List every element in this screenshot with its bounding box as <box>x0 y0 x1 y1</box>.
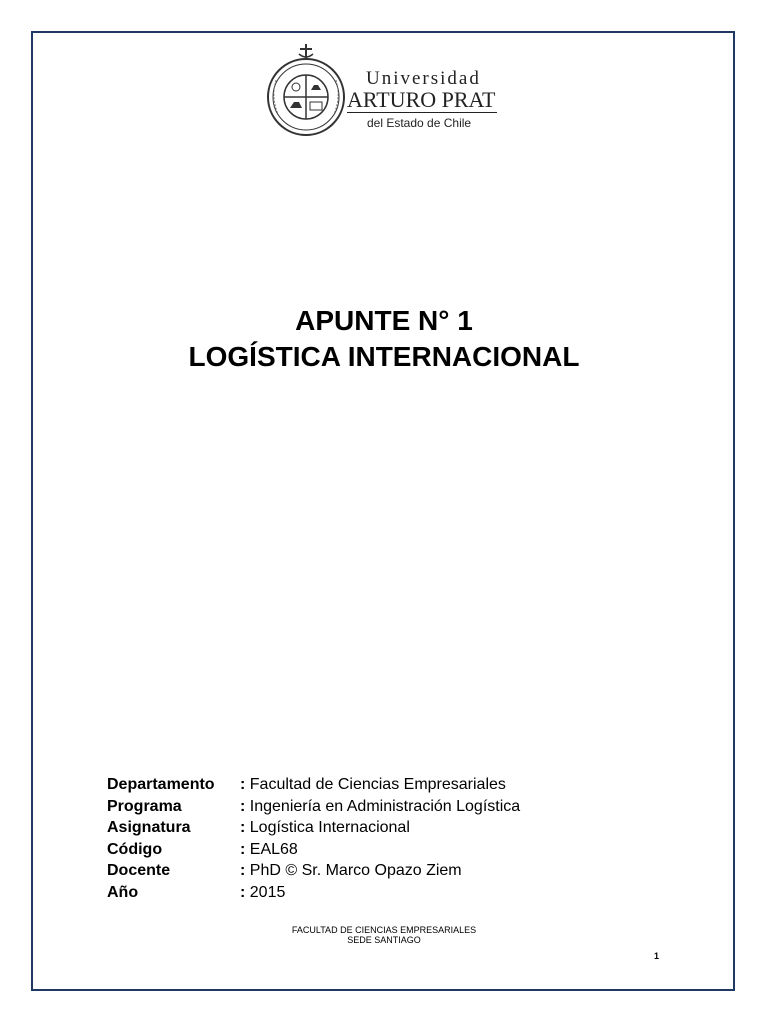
university-word: Universidad <box>366 68 481 89</box>
info-value: : Ingeniería en Administración Logística <box>240 797 521 815</box>
university-subtitle: del Estado de Chile <box>367 116 472 130</box>
info-row-programa <box>107 796 520 818</box>
footer-faculty: FACULTAD DE CIENCIAS EMPRESARIALES <box>291 925 477 935</box>
info-label: Código <box>107 840 163 858</box>
university-logo <box>266 40 506 140</box>
university-seal-icon <box>266 40 346 140</box>
info-label: Asignatura <box>107 819 191 836</box>
info-value: : EAL68 <box>240 840 298 858</box>
info-row-ano <box>107 882 520 904</box>
info-value: : PhD © Sr. Marco Opazo Ziem <box>240 862 462 879</box>
course-info-table <box>107 774 520 903</box>
info-row-departamento <box>107 774 520 796</box>
info-row-asignatura <box>107 817 520 839</box>
info-row-codigo <box>107 839 520 861</box>
info-label: Año <box>107 883 139 901</box>
info-value: : Facultad de Ciencias Empresariales <box>240 776 506 793</box>
info-value: : 2015 <box>240 883 286 901</box>
info-value: : Logística Internacional <box>240 819 410 836</box>
footer-campus: SEDE SANTIAGO <box>347 935 421 945</box>
page-number: 1 <box>654 951 660 961</box>
document-title-number: APUNTE N° 1 <box>295 305 473 336</box>
document-title-subject: LOGÍSTICA INTERNACIONAL <box>188 341 580 372</box>
university-name: ARTURO PRAT <box>347 87 496 112</box>
info-label: Docente <box>107 862 171 879</box>
info-label: Departamento <box>107 776 215 793</box>
info-label: Programa <box>107 797 182 815</box>
info-row-docente <box>107 860 520 882</box>
